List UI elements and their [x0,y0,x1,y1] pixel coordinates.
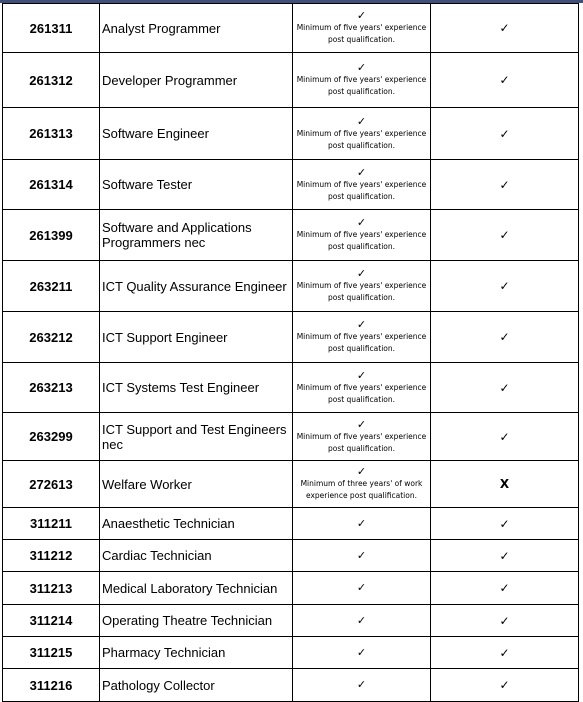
eligibility-cell [431,669,579,702]
eligibility-cell [431,461,579,508]
check-icon: ✓ [499,678,510,692]
experience-requirement-line: post qualification. [327,242,396,251]
check-icon: ✓ [356,9,367,22]
check-icon: ✓ [499,126,510,141]
check-icon: ✓ [356,61,367,74]
occupation-code: 311211 [3,508,100,540]
experience-requirement-line: post qualification. [327,191,396,201]
occupation-code: 263213 [3,363,100,413]
occupation-code: 311212 [3,540,100,572]
experience-requirement-line: post qualification. [327,35,396,44]
occupation-code: 261313 [3,108,100,160]
table-row [3,4,579,53]
occupation-name: Software Engineer [100,108,293,160]
check-icon: ✓ [356,548,367,562]
occupation-name: Analyst Programmer [100,4,293,53]
occupation-name: Pathology Collector [100,669,293,702]
occupation-name: Operating Theatre Technician [100,605,293,637]
eligibility-cell [431,160,579,210]
occupation-table [2,3,579,702]
occupation-code: 311213 [3,572,100,605]
check-icon: ✓ [499,429,510,444]
table-row [3,669,579,702]
check-icon: ✓ [356,318,367,331]
check-icon: ✓ [356,581,367,594]
eligibility-cell [431,508,579,540]
eligibility-cell [431,413,579,461]
eligibility-cell [431,312,579,363]
table-row [3,160,579,210]
occupation-code: 261312 [3,53,100,108]
check-icon: ✓ [356,216,367,229]
experience-cell [293,210,431,261]
check-icon: ✓ [499,380,510,395]
experience-requirement-line: post qualification. [327,293,396,302]
table-row [3,108,579,160]
eligibility-cell [431,605,579,637]
occupation-name: ICT Quality Assurance Engineer [100,261,293,312]
eligibility-cell [431,53,579,108]
check-icon: ✓ [499,73,510,87]
check-icon: ✓ [356,114,367,128]
check-icon: ✓ [499,228,510,242]
eligibility-cell [431,363,579,413]
experience-requirement-line: Minimum of five years' experience [296,230,427,239]
check-icon: ✓ [356,678,367,691]
check-icon: ✓ [499,645,510,660]
experience-cell [293,413,431,461]
eligibility-cell [431,261,579,312]
eligibility-cell [431,572,579,605]
check-icon: ✓ [356,368,367,382]
experience-cell [293,540,431,572]
experience-requirement-line: Minimum of five years' experience [296,179,427,189]
occupation-code: 261399 [3,210,100,261]
check-icon: ✓ [356,165,367,179]
experience-requirement-line: Minimum of five years' experience [296,431,427,441]
check-icon: ✓ [499,177,510,192]
table-row [3,210,579,261]
table-row [3,540,579,572]
check-icon: ✓ [499,548,510,563]
experience-requirement-line: post qualification. [327,443,396,453]
table-row [3,637,579,669]
table-row [3,413,579,461]
occupation-name: Software and Applications Programmers nec [100,210,293,261]
check-icon: ✓ [356,516,367,530]
check-icon: ✓ [499,279,510,293]
occupation-name: Cardiac Technician [100,540,293,572]
experience-requirement-line: post qualification. [327,87,396,96]
occupation-name: ICT Systems Test Engineer [100,363,293,413]
occupation-code: 263212 [3,312,100,363]
experience-cell [293,53,431,108]
experience-requirement-line: experience post qualification. [305,491,417,500]
experience-cell [293,312,431,363]
eligibility-cell [431,637,579,669]
eligibility-cell [431,540,579,572]
occupation-code: 261311 [3,4,100,53]
experience-cell [293,4,431,53]
occupation-name: Anaesthetic Technician [100,508,293,540]
occupation-name: Software Tester [100,160,293,210]
check-icon: ✓ [356,267,367,280]
experience-requirement-line: post qualification. [327,140,396,150]
experience-cell [293,363,431,413]
occupation-name: Medical Laboratory Technician [100,572,293,605]
check-icon: ✓ [499,21,510,35]
check-icon: ✓ [499,516,510,531]
experience-cell [293,160,431,210]
experience-requirement-line: Minimum of five years' experience [296,23,427,32]
table-row [3,461,579,508]
check-icon: ✓ [356,613,367,627]
occupation-code: 261314 [3,160,100,210]
experience-cell [293,261,431,312]
experience-cell [293,605,431,637]
experience-requirement-line: post qualification. [327,394,396,404]
experience-cell [293,637,431,669]
check-icon: ✓ [499,613,510,628]
occupation-code: 263299 [3,413,100,461]
occupation-code: 311214 [3,605,100,637]
table-row [3,605,579,637]
check-icon: ✓ [499,581,510,595]
occupation-code: 272613 [3,461,100,508]
experience-requirement-line: Minimum of five years' experience [296,128,427,138]
occupation-name: Pharmacy Technician [100,637,293,669]
occupation-code: 311216 [3,669,100,702]
occupation-code: 263211 [3,261,100,312]
table-row [3,508,579,540]
eligibility-cell [431,4,579,53]
occupation-name: ICT Support Engineer [100,312,293,363]
occupation-name: Developer Programmer [100,53,293,108]
experience-requirement-line: Minimum of five years' experience [296,382,427,392]
experience-requirement-line: Minimum of three years' of work [300,479,423,488]
experience-cell [293,572,431,605]
experience-cell [293,461,431,508]
occupation-name: ICT Support and Test Engineers nec [100,413,293,461]
experience-requirement-line: Minimum of five years' experience [296,75,427,84]
check-icon: ✓ [356,465,367,478]
table-row [3,53,579,108]
occupation-code: 311215 [3,637,100,669]
experience-cell [293,669,431,702]
table-row [3,363,579,413]
experience-cell [293,108,431,160]
experience-cell [293,508,431,540]
eligibility-cell [431,210,579,261]
cross-icon: X [499,477,510,491]
check-icon: ✓ [356,417,367,431]
experience-requirement-line: post qualification. [327,344,396,353]
experience-requirement-line: Minimum of five years' experience [296,281,427,290]
experience-requirement-line: Minimum of five years' experience [296,332,427,341]
check-icon: ✓ [356,645,367,659]
table-row [3,261,579,312]
occupation-name: Welfare Worker [100,461,293,508]
eligibility-cell [431,108,579,160]
table-row [3,312,579,363]
table-row [3,572,579,605]
check-icon: ✓ [499,330,510,344]
